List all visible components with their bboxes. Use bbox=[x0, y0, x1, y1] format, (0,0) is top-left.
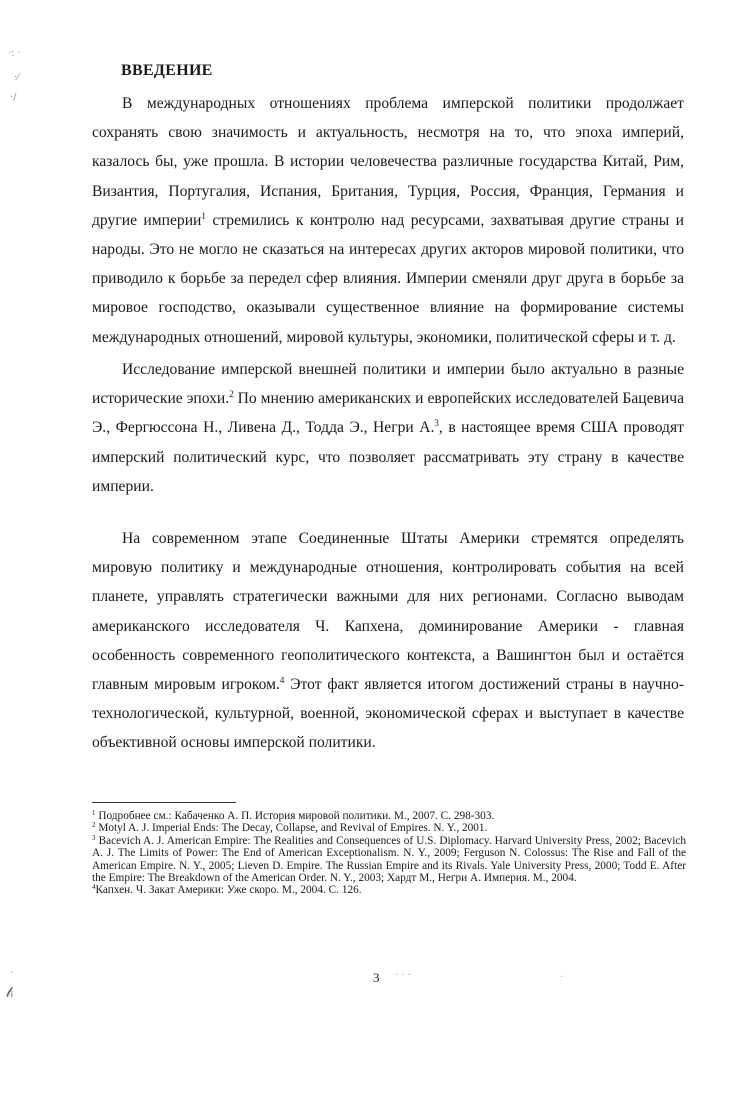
paragraph-1 bbox=[92, 89, 684, 352]
paragraph-text: , в настоящее время США проводят имперский политический курс, что позволяет рассматривать эту страну в качестве империи. bbox=[92, 419, 684, 495]
page-number: 3 bbox=[373, 970, 380, 985]
footnote-text: Капхен. Ч. Закат Америки: Уже скоро. М., 2004. С. 126. bbox=[95, 884, 362, 897]
scan-speck: · · · bbox=[395, 970, 411, 981]
footnote-divider bbox=[92, 802, 236, 803]
footnote-item bbox=[92, 884, 686, 896]
scan-speck: ·/ bbox=[10, 92, 17, 103]
paragraph-text: В международных отношениях проблема имперской политики продолжает сохранять свою значимость и актуальность, несмотря на то, что эпоха империй, казалось бы, уже прошла. В истории человечества различные государства Китай, Рим, Византия, Португалия, Испания, Британия, Турция, Россия, Франция, Германия и другие империи bbox=[92, 95, 684, 229]
footnote-ref[interactable]: 1 bbox=[201, 210, 206, 221]
paragraph-text: Исследование имперской внешней политики и империи было актуально в разные исторические эпохи. bbox=[92, 361, 684, 408]
paragraph-text: На современном этапе Соединенные Штаты Америки стремятся определять мировую политику и международные отношения, контролировать события на всей планете, управлять стратегически важными для них регионами. Согласно выводам американского исследователя Ч. Капхена, доминирование Америки - главная особенность современного геополитического контекста, а Вашингтон был и остаётся главным мировым игроком. bbox=[92, 530, 684, 694]
paragraph-3 bbox=[92, 524, 684, 758]
footnote-item bbox=[92, 822, 686, 834]
footnote-item bbox=[92, 835, 686, 885]
footnote-ref[interactable]: 3 bbox=[434, 418, 439, 429]
footnote-text: Bacevich A. J. American Empire: The Realities and Consequences of U.S. Diplomacy. Harvard University Press, 2002; Bacevich A. J. The Limits of Power: The End of American Exceptionalism. N. Y., 2009; Ferguson N. Colossus: The Rise and Fall of the American Empire. N. Y., 2005; Lieven D. Empire. The Russian Empire and its Rivals. Yale University Press, 2000; Todd E. After the Empire: The Breakdown of the American Order. N. Y., 2003; Хардт М., Негри А. Империя. М., 2004. bbox=[92, 834, 687, 885]
scan-speck: · bbox=[10, 968, 14, 979]
paragraph-text: стремились к контролю над ресурсами, захватывая другие страны и народы. Это не могло не сказаться на интересах других акторов мировой политики, что приводило к борьбе за передел сфер влияния. Империи сменяли друг друга в борьбе за мировое господство, оказывали существенное влияние на формирование системы международных отношений, мировой культуры, экономики, политической сферы и т. д. bbox=[92, 211, 684, 346]
scan-speck: ·: · bbox=[8, 48, 21, 59]
footnote-number: 4 bbox=[92, 883, 96, 892]
paragraph-text: Этот факт является итогом достижений страны в научно-технологической, культурной, военной, экономической сферах и выступает в качестве объективной основы имперской политики. bbox=[92, 676, 684, 752]
footnote-item bbox=[92, 810, 686, 822]
footnote-text: Подробнее см.: Кабаченко А. П. История мировой политики. М., 2007. С. 298-303. bbox=[98, 810, 495, 822]
footnotes bbox=[92, 810, 686, 897]
footnote-number: 2 bbox=[92, 821, 96, 830]
scan-speck: ·⁄ bbox=[14, 72, 19, 83]
footnote-number: 3 bbox=[92, 833, 96, 842]
scan-speck: · bbox=[560, 972, 564, 983]
footnote-text: Motyl A. J. Imperial Ends: The Decay, Collapse, and Revival of Empires. N. Y., 2001. bbox=[98, 822, 488, 835]
footnote-ref[interactable]: 4 bbox=[279, 675, 285, 686]
paragraph-text: По мнению американских и европейских исследователей Бацевича Э., Фергюссона Н., Ливена Д., Тодда Э., Негри А. bbox=[92, 390, 685, 437]
section-heading: ВВЕДЕНИЕ bbox=[121, 62, 213, 79]
footnote-ref[interactable]: 2 bbox=[229, 389, 234, 400]
footnote-number: 1 bbox=[92, 809, 96, 817]
margin-mark-icon: 𝓁ᵢ bbox=[6, 985, 14, 1001]
paragraph-2 bbox=[92, 355, 684, 501]
